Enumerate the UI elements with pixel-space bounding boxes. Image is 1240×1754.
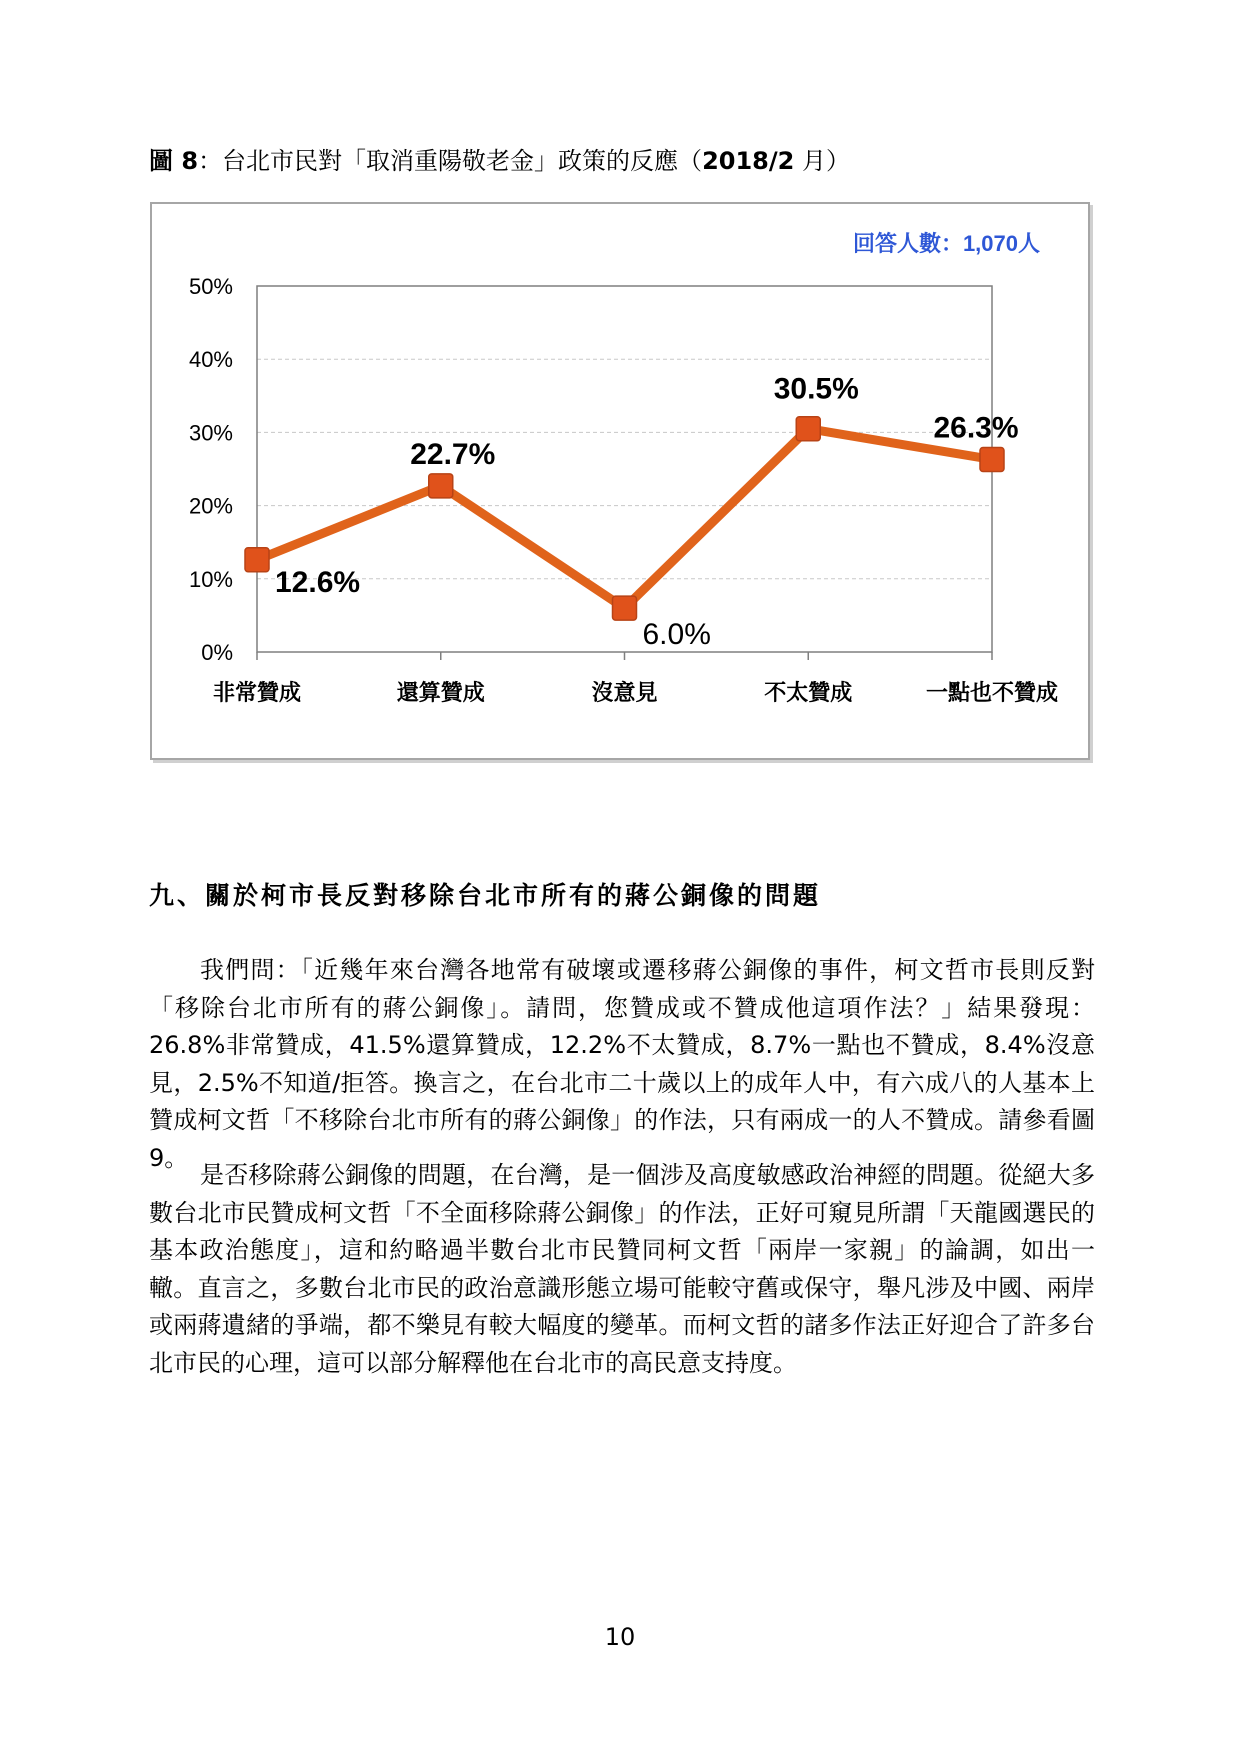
- y-tick-label: 30%: [188, 420, 233, 446]
- data-value-label: 26.3%: [933, 411, 1019, 445]
- x-category-label: 非常贊成: [212, 680, 302, 705]
- figure-caption-end: 月）: [794, 147, 850, 175]
- data-value-label: 12.6%: [275, 565, 361, 599]
- x-category-label: 不太贊成: [764, 680, 853, 705]
- data-point-marker: [613, 596, 637, 620]
- x-category-label: 還算贊成: [396, 680, 485, 705]
- y-tick-label: 20%: [188, 493, 233, 519]
- line-chart: [152, 204, 1088, 758]
- section-heading: 九、關於柯市長反對移除台北市所有的蔣公銅像的問題: [149, 881, 822, 910]
- page-number: 10: [604, 1623, 636, 1651]
- data-point-marker: [796, 417, 820, 441]
- data-value-label: 6.0%: [642, 618, 711, 652]
- y-tick-label: 0%: [201, 640, 233, 665]
- x-category-label: 沒意見: [591, 680, 658, 705]
- data-point-marker: [429, 474, 453, 498]
- data-value-label: 22.7%: [410, 437, 496, 471]
- figure-caption-year: 2018/2: [702, 147, 795, 175]
- body-paragraph-2: [149, 1157, 1095, 1382]
- y-tick-label: 40%: [188, 347, 233, 373]
- y-tick-label: 50%: [188, 274, 233, 299]
- chart-frame: [150, 202, 1090, 760]
- y-tick-label: 10%: [188, 566, 233, 592]
- paragraph-text: 我們問：「近幾年來台灣各地常有破壞或遷移蔣公銅像的事件，柯文哲市長則反對「移除台北市所有的蔣公銅像」。請問，您贊成或不贊成他這項作法？」結果發現：26.8%非常贊成，41.5%還算贊成，12.2%不太贊成，8.7%一點也不贊成，8.4%沒意見，2.5%不知道/拒答。換言之，在台北市二十歲以上的成年人中，有六成八的人基本上贊成柯文哲「不移除台北市所有的蔣公銅像」的作法，只有兩成一的人不贊成。請參看圖 9。: [149, 956, 1095, 1172]
- data-point-marker: [980, 447, 1004, 471]
- data-value-label: 30.5%: [773, 372, 859, 406]
- x-category-label: 一點也不贊成: [925, 680, 1059, 705]
- figure-caption-text: ：台北市民對「取消重陽敬老金」政策的反應（: [198, 147, 703, 175]
- figure-label: 圖 8: [149, 147, 199, 175]
- series-line: [257, 429, 992, 608]
- body-paragraph-1: [149, 952, 1095, 1177]
- respondents-count-note: 回答人數：1,070人: [852, 231, 1040, 256]
- paragraph-text: 是否移除蔣公銅像的問題，在台灣，是一個涉及高度敏感政治神經的問題。從絕大多數台北市民贊成柯文哲「不全面移除蔣公銅像」的作法，正好可窺見所謂「天龍國選民的基本政治態度」，這和約略過半數台北市民贊同柯文哲「兩岸一家親」的論調，如出一轍。直言之，多數台北市民的政治意識形態立場可能較守舊或保守，舉凡涉及中國、兩岸或兩蔣遺緒的爭端，都不樂見有較大幅度的變革。而柯文哲的諸多作法正好迎合了許多台北市民的心理，這可以部分解釋他在台北市的高民意支持度。: [149, 1161, 1095, 1377]
- figure-caption: [149, 141, 1109, 181]
- data-point-marker: [245, 548, 269, 572]
